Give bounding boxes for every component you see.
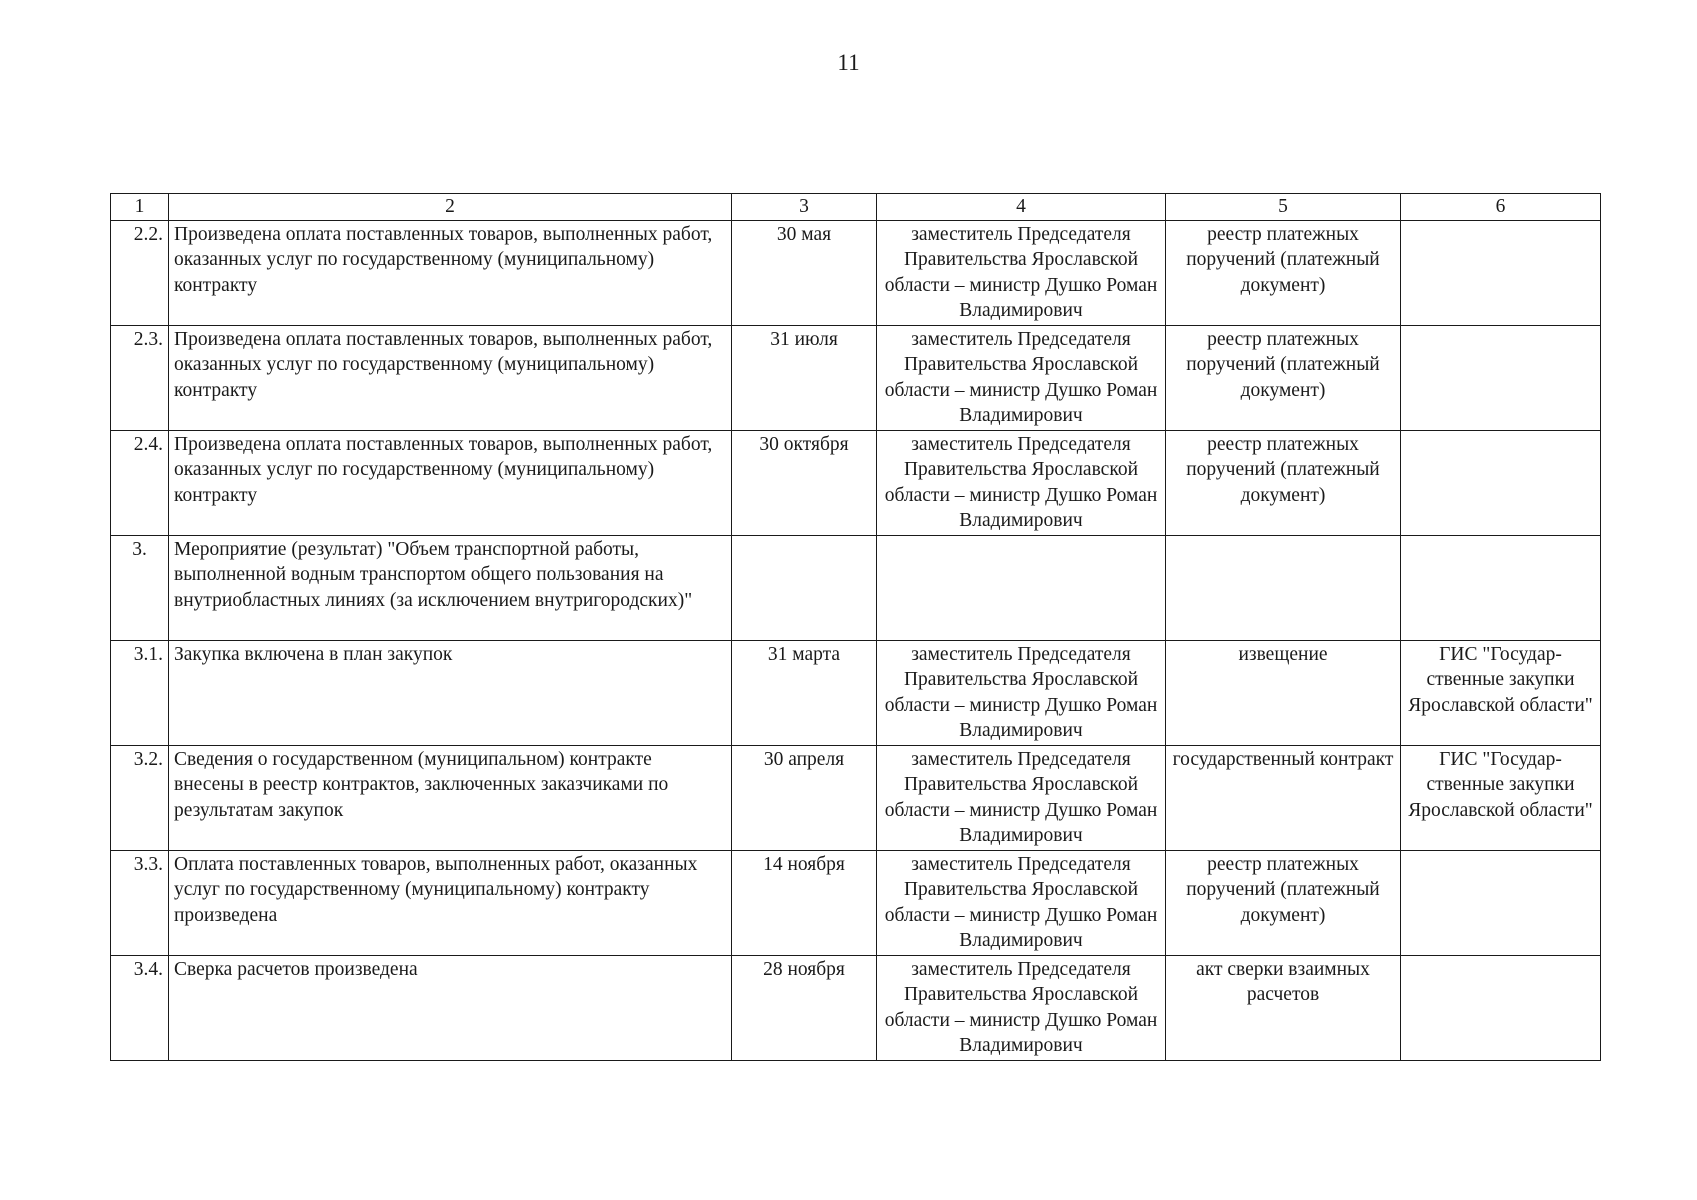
- row-description: Произведена оплата поставленных товаров, выполненных работ, оказанных услуг по государственному (муниципальному) контракту: [169, 220, 732, 325]
- row-document: реестр платежных поручений (платежный документ): [1166, 430, 1401, 535]
- row-deadline: 30 апреля: [732, 745, 877, 850]
- table-header-row: [111, 194, 1601, 221]
- column-number-6: 6: [1401, 194, 1601, 221]
- row-information-system: [1401, 955, 1601, 1060]
- table-row: [111, 430, 1601, 535]
- column-number-3: 3: [732, 194, 877, 221]
- table-row: [111, 220, 1601, 325]
- table-row: [111, 850, 1601, 955]
- table-row: [111, 640, 1601, 745]
- row-responsible: заместитель Председателя Правительства Ярославской области – министр Душко Роман Владимирович: [877, 850, 1166, 955]
- row-description: Произведена оплата поставленных товаров, выполненных работ, оказанных услуг по государственному (муниципальному) контракту: [169, 325, 732, 430]
- row-deadline: 30 мая: [732, 220, 877, 325]
- row-description: Сведения о государственном (муниципальном) контракте внесены в реестр контрактов, заключенных заказчиками по результатам закупок: [169, 745, 732, 850]
- row-number: 3.3.: [111, 850, 169, 955]
- row-responsible: заместитель Председателя Правительства Ярославской области – министр Душко Роман Владимирович: [877, 430, 1166, 535]
- row-information-system: ГИС "Государ-ственные закупки Ярославской области": [1401, 640, 1601, 745]
- row-document: извещение: [1166, 640, 1401, 745]
- column-number-1: 1: [111, 194, 169, 221]
- row-deadline: 31 июля: [732, 325, 877, 430]
- table-row: [111, 535, 1601, 640]
- table-row: [111, 745, 1601, 850]
- row-information-system: ГИС "Государ-ственные закупки Ярославской области": [1401, 745, 1601, 850]
- row-number: 2.2.: [111, 220, 169, 325]
- row-description: Произведена оплата поставленных товаров, выполненных работ, оказанных услуг по государственному (муниципальному) контракту: [169, 430, 732, 535]
- row-information-system: [1401, 850, 1601, 955]
- column-number-2: 2: [169, 194, 732, 221]
- row-document: государственный контракт: [1166, 745, 1401, 850]
- row-deadline: [732, 535, 877, 640]
- row-responsible: заместитель Председателя Правительства Ярославской области – министр Душко Роман Владимирович: [877, 640, 1166, 745]
- row-responsible: заместитель Председателя Правительства Ярославской области – министр Душко Роман Владимирович: [877, 745, 1166, 850]
- row-description: Закупка включена в план закупок: [169, 640, 732, 745]
- column-number-5: 5: [1166, 194, 1401, 221]
- row-responsible: заместитель Председателя Правительства Ярославской области – министр Душко Роман Владимирович: [877, 220, 1166, 325]
- row-deadline: 31 марта: [732, 640, 877, 745]
- row-number: 3.4.: [111, 955, 169, 1060]
- row-document: акт сверки взаимных расчетов: [1166, 955, 1401, 1060]
- row-responsible: заместитель Председателя Правительства Ярославской области – министр Душко Роман Владимирович: [877, 955, 1166, 1060]
- row-deadline: 14 ноября: [732, 850, 877, 955]
- row-description: Оплата поставленных товаров, выполненных работ, оказанных услуг по государственному (муниципальному) контракту произведена: [169, 850, 732, 955]
- row-number: 3.1.: [111, 640, 169, 745]
- row-document: реестр платежных поручений (платежный документ): [1166, 220, 1401, 325]
- row-document: реестр платежных поручений (платежный документ): [1166, 850, 1401, 955]
- page-number: 11: [837, 50, 860, 75]
- row-number: 2.3.: [111, 325, 169, 430]
- row-responsible: [877, 535, 1166, 640]
- row-description: Сверка расчетов произведена: [169, 955, 732, 1060]
- row-description: Мероприятие (результат) "Объем транспортной работы, выполненной водным транспортом общего пользования на внутриобластных линиях (за исключением внутригородских)": [169, 535, 732, 640]
- row-information-system: [1401, 430, 1601, 535]
- plan-table: [110, 193, 1601, 1061]
- table-row: [111, 955, 1601, 1060]
- table-row: [111, 325, 1601, 430]
- row-document: реестр платежных поручений (платежный документ): [1166, 325, 1401, 430]
- row-number: 3.2.: [111, 745, 169, 850]
- row-information-system: [1401, 325, 1601, 430]
- row-deadline: 30 октября: [732, 430, 877, 535]
- row-document: [1166, 535, 1401, 640]
- row-number: 3.: [111, 535, 169, 640]
- row-number: 2.4.: [111, 430, 169, 535]
- row-information-system: [1401, 535, 1601, 640]
- row-information-system: [1401, 220, 1601, 325]
- row-deadline: 28 ноября: [732, 955, 877, 1060]
- row-responsible: заместитель Председателя Правительства Ярославской области – министр Душко Роман Владимирович: [877, 325, 1166, 430]
- column-number-4: 4: [877, 194, 1166, 221]
